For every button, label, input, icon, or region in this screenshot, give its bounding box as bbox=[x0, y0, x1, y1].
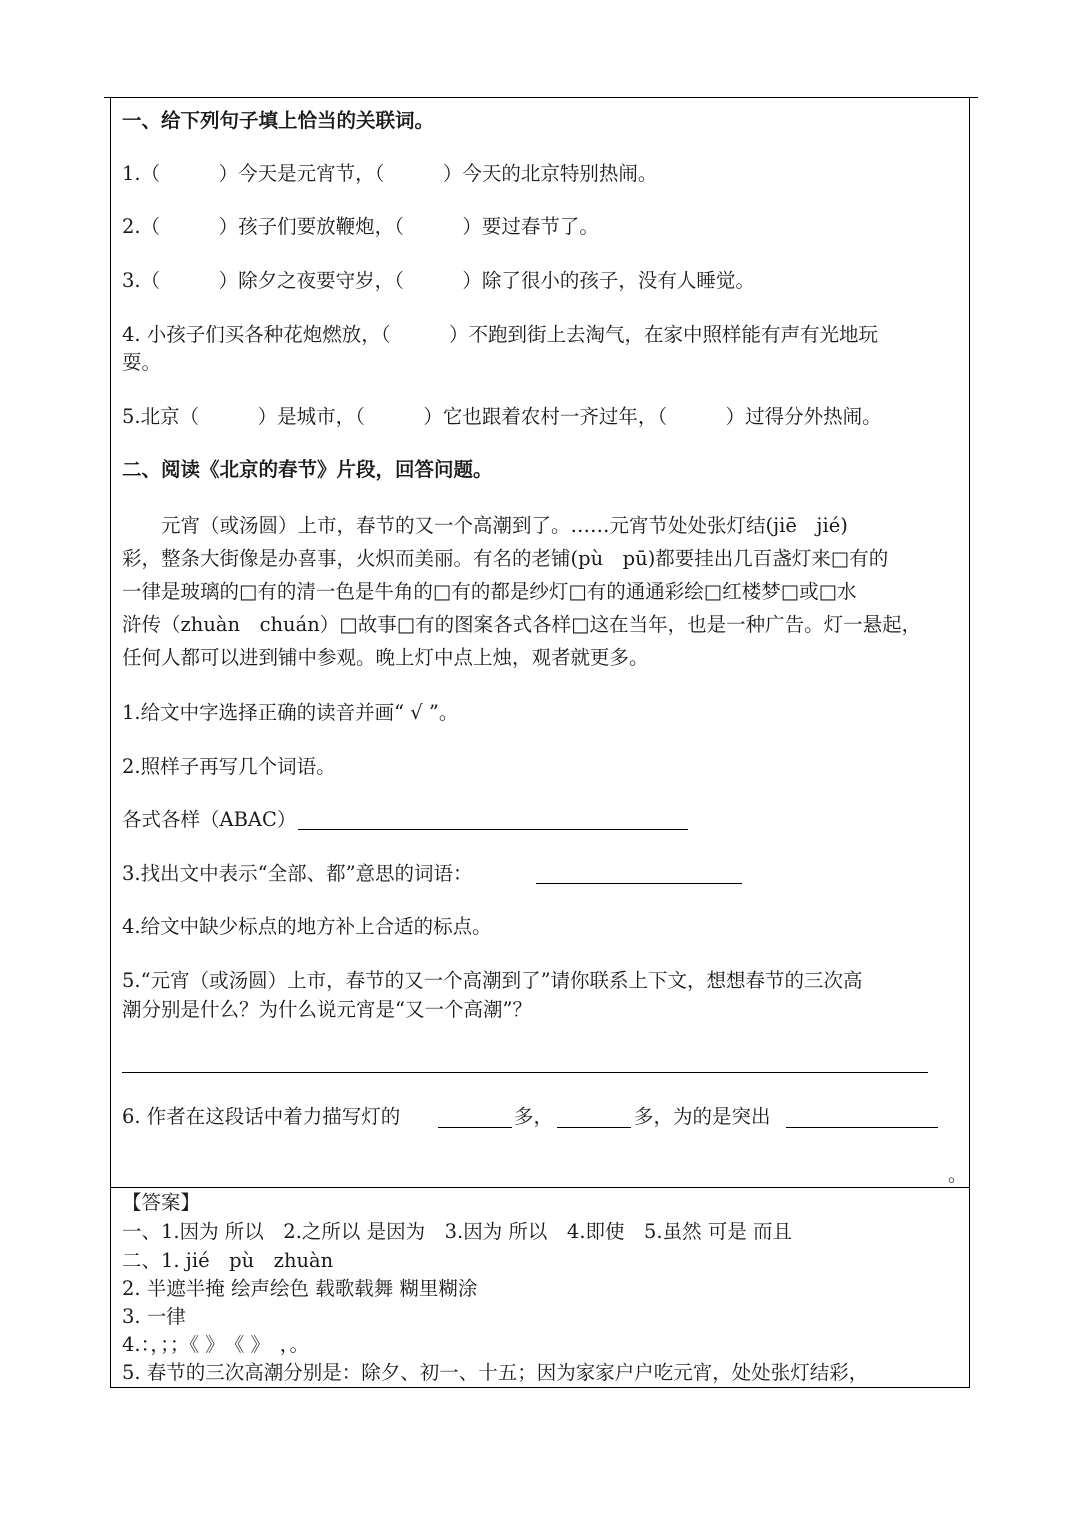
answer-line: 4.：，；；《 》 《 》 ，。 bbox=[122, 1333, 310, 1356]
s2-question-4: 4.给文中缺少标点的地方补上合适的标点。 bbox=[122, 915, 492, 938]
s1-question-3: 3.（ ）除夕之夜要守岁，（ ）除了很小的孩子，没有人睡觉。 bbox=[122, 269, 755, 292]
passage-line: 一律是玻璃的□有的清一色是牛角的□有的都是纱灯□有的通通彩绘□红楼梦□或□水 bbox=[122, 580, 857, 603]
s2-question-2: 2.照样子再写几个词语。 bbox=[122, 755, 336, 778]
passage-line: 彩，整条大街像是办喜事，火炽而美丽。有名的老铺(pù pū)都要挂出几百盏灯来□有的 bbox=[122, 547, 889, 570]
s2-question-6-part1: 6. 作者在这段话中着力描写灯的 bbox=[122, 1105, 401, 1128]
answers-title: 【答案】 bbox=[122, 1191, 201, 1214]
answer-line: 2. 半遮半掩 绘声绘色 载歌载舞 糊里糊涂 bbox=[122, 1277, 478, 1300]
answer-line: 3. 一律 bbox=[122, 1305, 186, 1328]
answer-blank-line[interactable] bbox=[122, 1072, 928, 1073]
answer-blank-line[interactable] bbox=[786, 1127, 938, 1128]
answer-divider bbox=[110, 1187, 970, 1188]
passage-line: 浒传（zhuàn chuán）□故事□有的图案各式各样□这在当年，也是一种广告。灯一悬起， bbox=[122, 613, 922, 636]
s1-question-2: 2.（ ）孩子们要放鞭炮，（ ）要过春节了。 bbox=[122, 215, 599, 238]
section1-title: 一、给下列句子填上恰当的关联词。 bbox=[122, 109, 435, 132]
answer-blank-line[interactable] bbox=[536, 883, 742, 884]
section2-title: 二、阅读《北京的春节》片段，回答问题。 bbox=[122, 458, 493, 481]
s2-question-6-end: 。 bbox=[948, 1164, 968, 1186]
answer-blank-line[interactable] bbox=[557, 1127, 631, 1128]
s2-question-6-part2: 多， bbox=[514, 1105, 554, 1128]
answer-blank-line[interactable] bbox=[298, 829, 688, 830]
s1-question-4-line1: 4. 小孩子们买各种花炮燃放，（ ）不跑到街上去淘气，在家中照样能有声有光地玩 bbox=[122, 323, 879, 346]
s2-question-3: 3.找出文中表示“全部、都”意思的词语： bbox=[122, 862, 473, 885]
answer-line: 二、1. jié pù zhuàn bbox=[122, 1249, 334, 1272]
s1-question-4-line2: 耍。 bbox=[122, 351, 162, 374]
s2-question-5-line1: 5.“元宵（或汤圆）上市，春节的又一个高潮到了”请你联系上下文，想想春节的三次高 bbox=[122, 969, 863, 992]
answer-blank-line[interactable] bbox=[438, 1127, 512, 1128]
passage-line: 任何人都可以进到铺中参观。晚上灯中点上烛，观者就更多。 bbox=[122, 646, 649, 669]
s2-question-6-part3: 多，为的是突出 bbox=[634, 1105, 771, 1128]
s1-question-5: 5.北京（ ）是城市，（ ）它也跟着农村一齐过年，（ ）过得分外热闹。 bbox=[122, 405, 882, 428]
s2-question-1: 1.给文中字选择正确的读音并画“ √ ”。 bbox=[122, 701, 459, 724]
s1-question-1: 1.（ ）今天是元宵节，（ ）今天的北京特别热闹。 bbox=[122, 162, 658, 185]
answer-line: 5. 春节的三次高潮分别是：除夕、初一、十五；因为家家户户吃元宵，处处张灯结彩， bbox=[122, 1361, 869, 1384]
s2-question-5-line2: 潮分别是什么？为什么说元宵是“又一个高潮”？ bbox=[122, 998, 532, 1021]
s2-question-2-example: 各式各样（ABAC） bbox=[122, 808, 297, 831]
answer-line: 一、1.因为 所以 2.之所以 是因为 3.因为 所以 4.即使 5.虽然 可是 而且 bbox=[122, 1220, 793, 1243]
passage-line: 元宵（或汤圆）上市，春节的又一个高潮到了。……元宵节处处张灯结(jiē jié) bbox=[122, 514, 848, 537]
